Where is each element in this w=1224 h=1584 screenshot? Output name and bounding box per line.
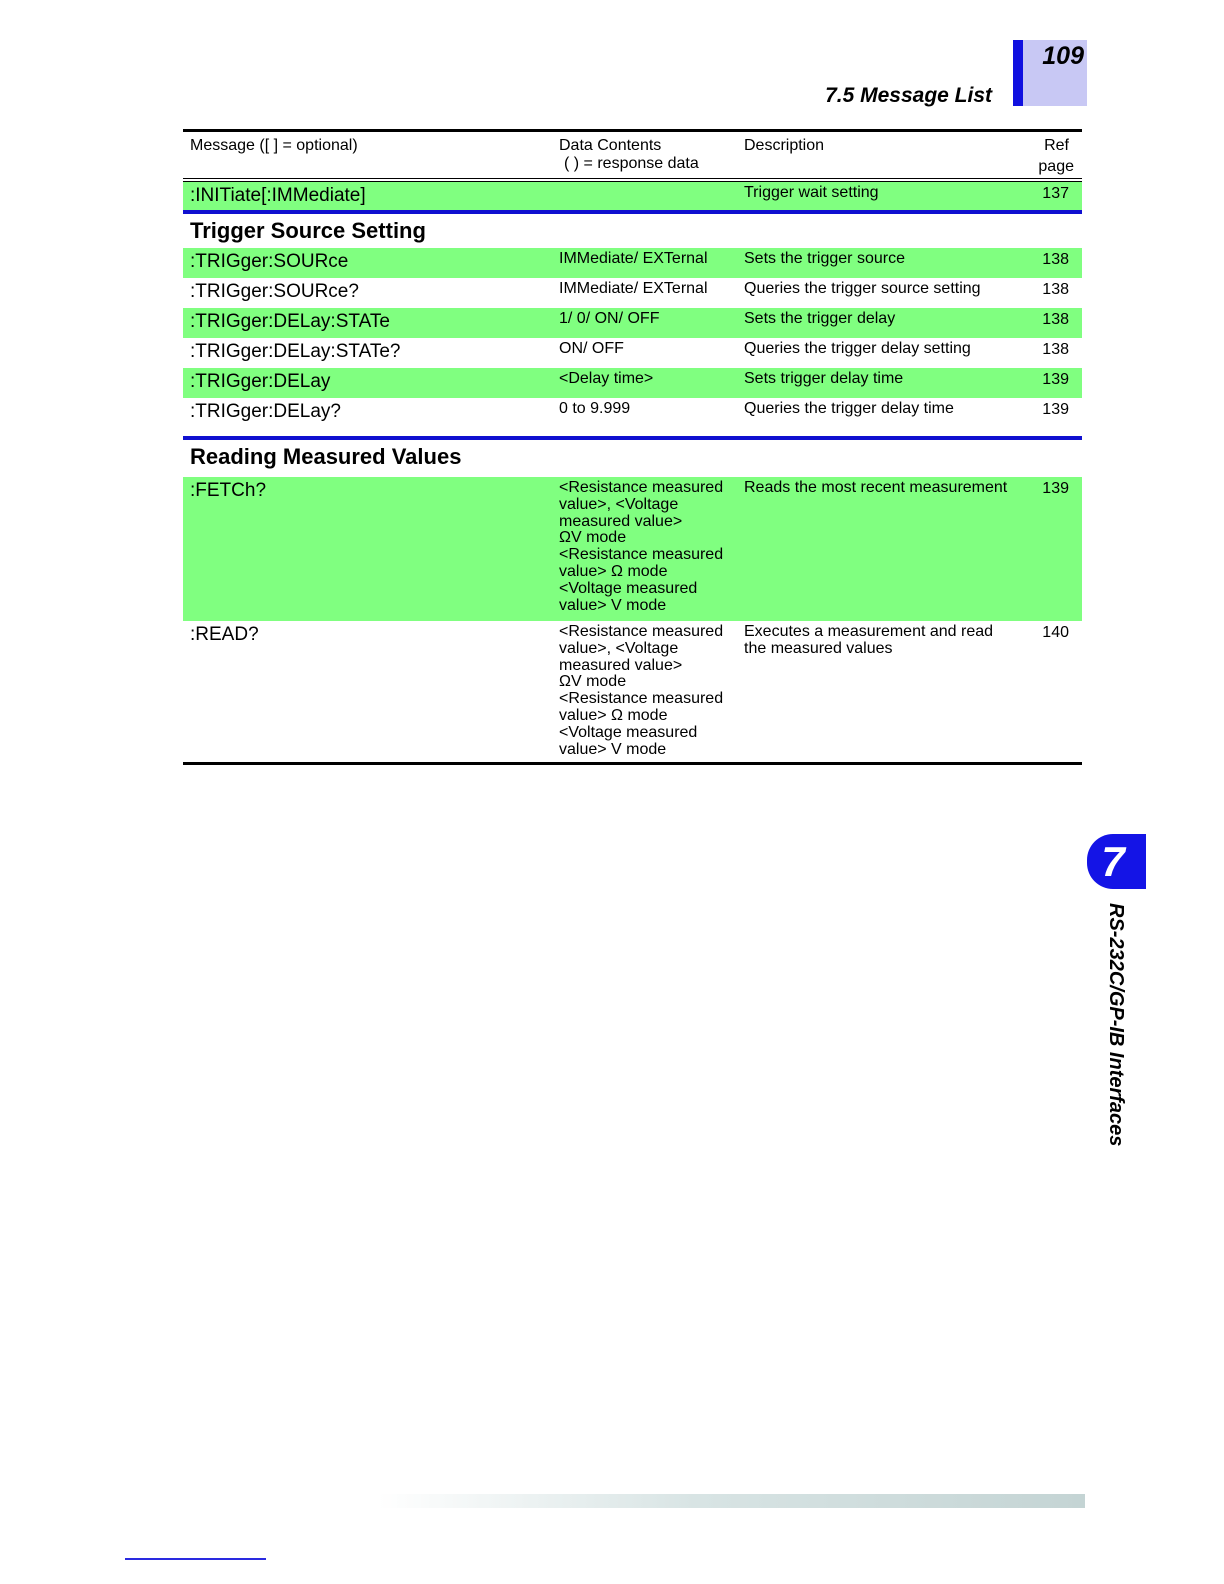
row-message: :READ?	[190, 624, 259, 645]
row-description: Sets trigger delay time	[744, 370, 904, 387]
data-line: <Resistance measured	[559, 479, 724, 496]
table-row	[183, 182, 1082, 210]
row-message: :TRIGger:DELay	[190, 371, 331, 392]
row-ref: 139	[1042, 371, 1069, 388]
footer-link-line	[125, 1558, 266, 1560]
data-line: ΩV mode	[559, 673, 627, 691]
col-header-message: Message ([ ] = optional)	[190, 137, 358, 154]
data-line: ΩV mode	[559, 529, 627, 547]
row-ref: 139	[1042, 401, 1069, 418]
description-line: Executes a measurement and read	[744, 623, 994, 640]
data-line: value> Ω mode	[559, 706, 668, 724]
row-description: Queries the trigger delay time	[744, 400, 954, 417]
row-description: Sets the trigger source	[744, 250, 905, 267]
table-row	[183, 368, 1082, 398]
row-ref: 138	[1042, 281, 1069, 298]
group-title-text: Reading Measured Values	[190, 444, 462, 469]
row-description: Queries the trigger delay setting	[744, 340, 971, 357]
row-ref: 137	[1042, 185, 1069, 202]
row-data: 0 to 9.999	[559, 400, 631, 417]
group-title-text: Trigger Source Setting	[190, 218, 426, 243]
row-message: :TRIGger:DELay?	[190, 401, 341, 422]
row-message: :INITiate[:IMMediate]	[190, 185, 366, 206]
description-line: the measured values	[744, 639, 893, 657]
row-data	[559, 624, 739, 758]
row-message: :TRIGger:DELay:STATe	[190, 311, 390, 332]
table-row	[183, 477, 1082, 621]
row-ref: 138	[1042, 311, 1069, 328]
data-line: value>, <Voltage	[559, 495, 679, 513]
col-header-description: Description	[744, 137, 825, 154]
col-header-ref-line2: page	[1038, 158, 1074, 175]
table-row	[183, 308, 1082, 338]
row-description	[744, 480, 1034, 497]
row-data: ON/ OFF	[559, 340, 624, 357]
group-title	[183, 440, 1082, 477]
table-row	[183, 278, 1082, 308]
data-line: <Resistance measured	[559, 623, 724, 640]
data-line: value> V mode	[559, 740, 667, 758]
data-line: <Resistance measured	[559, 546, 724, 564]
table-row	[183, 398, 1082, 436]
row-ref: 138	[1042, 341, 1069, 358]
chapter-number: 7	[1101, 838, 1125, 885]
data-line: value> Ω mode	[559, 562, 668, 580]
table-bottom-rule	[183, 762, 1082, 765]
table-row	[183, 248, 1082, 278]
row-description: Trigger wait setting	[744, 184, 879, 201]
table-header	[183, 132, 1082, 178]
data-line: value> V mode	[559, 596, 667, 614]
col-header-data-line1: Data Contents	[559, 137, 662, 154]
row-data: IMMediate/ EXTernal	[559, 250, 708, 267]
chapter-title: RS-232C/GP-IB Interfaces	[1105, 903, 1127, 1147]
row-data: 1/ 0/ ON/ OFF	[559, 310, 660, 327]
row-description: Sets the trigger delay	[744, 310, 896, 327]
row-data: <Delay time>	[559, 370, 654, 387]
data-line: <Resistance measured	[559, 690, 724, 708]
row-ref: 138	[1042, 251, 1069, 268]
row-description: Queries the trigger source setting	[744, 280, 981, 297]
data-line: measured value>	[559, 656, 683, 674]
table-row	[183, 621, 1082, 762]
group-title	[183, 214, 1082, 248]
table-row	[183, 338, 1082, 368]
description-line: Reads the most recent measurement	[744, 479, 1008, 496]
row-message: :TRIGger:SOURce	[190, 251, 349, 272]
row-message: :FETCh?	[190, 480, 267, 501]
row-message: :TRIGger:DELay:STATe?	[190, 341, 401, 362]
data-line: <Voltage measured	[559, 723, 698, 741]
data-line: value>, <Voltage	[559, 639, 679, 657]
message-list-table	[183, 129, 1082, 765]
data-line: <Voltage measured	[559, 579, 698, 597]
col-header-ref	[1038, 137, 1074, 176]
col-header-data-line2: ( ) = response data	[564, 155, 699, 172]
row-ref: 140	[1042, 624, 1069, 641]
row-data	[559, 480, 739, 614]
page-number: 109	[1042, 42, 1084, 70]
section-title: 7.5 Message List	[825, 84, 992, 107]
data-line: measured value>	[559, 512, 683, 530]
row-message: :TRIGger:SOURce?	[190, 281, 359, 302]
col-header-data	[559, 137, 699, 173]
footer-band	[378, 1494, 1085, 1508]
row-description	[744, 624, 1034, 658]
row-ref: 139	[1042, 480, 1069, 497]
row-data: IMMediate/ EXTernal	[559, 280, 708, 297]
col-header-ref-line1: Ref	[1044, 137, 1069, 154]
